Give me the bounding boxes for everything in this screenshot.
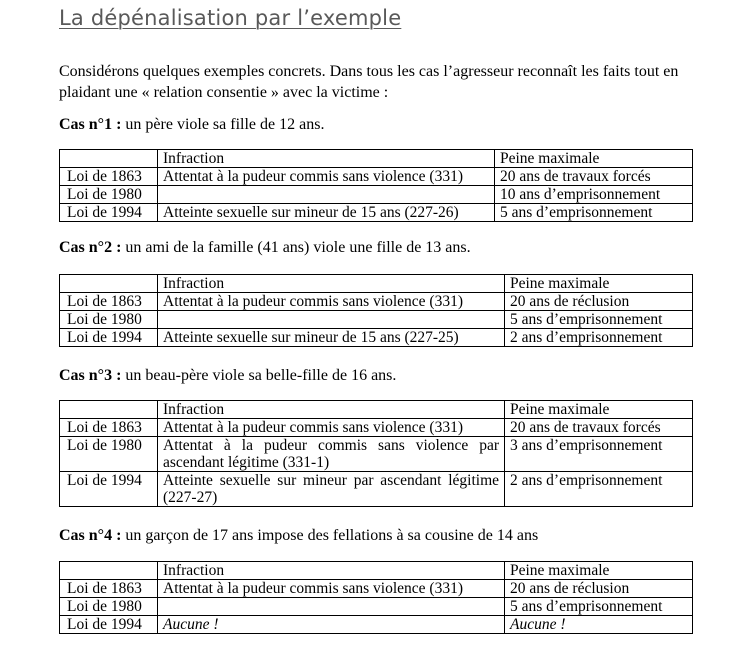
header-law-cell [60,562,158,580]
infraction-cell: Attentat à la pudeur commis sans violence (331) [158,580,505,598]
table-row [60,419,693,437]
table-header-row [60,562,693,580]
peine-cell: 20 ans de travaux forcés [505,419,693,437]
peine-cell: 2 ans d’emprisonnement [505,329,693,347]
law-cell: Loi de 1980 [60,598,158,616]
table-row [60,329,693,347]
case-3-table [59,400,693,507]
law-cell: Loi de 1994 [60,472,158,507]
table-row [60,472,693,507]
law-cell: Loi de 1863 [60,293,158,311]
case-4-description: un garçon de 17 ans impose des fellations à sa cousine de 14 ans [121,527,539,544]
law-cell: Loi de 1994 [60,329,158,347]
case-3-description: un beau-père viole sa belle-fille de 16 ans. [121,367,397,384]
case-4-table [59,561,693,634]
infraction-cell: Attentat à la pudeur commis sans violence (331) [158,419,505,437]
law-cell: Loi de 1980 [60,437,158,472]
peine-cell: 20 ans de réclusion [505,293,693,311]
peine-cell: 5 ans d’emprisonnement [495,204,693,222]
table-row [60,437,693,472]
law-cell: Loi de 1980 [60,311,158,329]
header-law-cell [60,401,158,419]
header-law-cell [60,150,158,168]
table-row [60,204,693,222]
header-peine: Peine maximale [505,401,693,419]
case-3-heading [59,366,396,386]
law-cell: Loi de 1994 [60,204,158,222]
peine-cell: 5 ans d’emprisonnement [505,598,693,616]
infraction-cell [158,186,495,204]
infraction-cell: Attentat à la pudeur commis sans violence (331) [158,168,495,186]
peine-cell: 20 ans de réclusion [505,580,693,598]
table-row [60,186,693,204]
peine-cell: Aucune ! [505,616,693,634]
table-row [60,293,693,311]
case-2-heading [59,238,471,258]
case-1-heading [59,115,324,135]
infraction-cell: Atteinte sexuelle sur mineur de 15 ans (227-25) [158,329,505,347]
table-header-row [60,401,693,419]
peine-cell: 2 ans d’emprisonnement [505,472,693,507]
header-infraction: Infraction [158,275,505,293]
table-header-row [60,275,693,293]
infraction-cell: Attentat à la pudeur commis sans violence (331) [158,293,505,311]
header-peine: Peine maximale [505,275,693,293]
intro-paragraph: Considérons quelques exemples concrets. Dans tous les cas l’agresseur reconnaît les faits tout en plaidant une « relation consentie » avec la victime : [59,63,679,101]
law-cell: Loi de 1863 [60,419,158,437]
law-cell: Loi de 1863 [60,168,158,186]
header-peine: Peine maximale [495,150,693,168]
case-2-label: Cas n°2 : [59,239,122,256]
header-peine: Peine maximale [505,562,693,580]
table-row [60,311,693,329]
infraction-cell: Aucune ! [158,616,505,634]
table-row [60,616,693,634]
page-title: La dépénalisation par l’exemple [59,6,402,30]
peine-cell: 10 ans d’emprisonnement [495,186,693,204]
case-3-label: Cas n°3 : [59,367,122,384]
infraction-cell: Atteinte sexuelle sur mineur par ascendant légitime (227-27) [158,472,505,507]
header-infraction: Infraction [158,562,505,580]
table-row [60,168,693,186]
peine-cell: 20 ans de travaux forcés [495,168,693,186]
infraction-cell [158,311,505,329]
header-infraction: Infraction [158,401,505,419]
peine-cell: 5 ans d’emprisonnement [505,311,693,329]
law-cell: Loi de 1980 [60,186,158,204]
table-row [60,598,693,616]
table-row [60,580,693,598]
infraction-cell: Attentat à la pudeur commis sans violence par ascendant légitime (331-1) [158,437,505,472]
case-1-label: Cas n°1 : [59,116,122,133]
case-1-table [59,149,693,222]
infraction-cell: Atteinte sexuelle sur mineur de 15 ans (227-26) [158,204,495,222]
case-2-description: un ami de la famille (41 ans) viole une fille de 13 ans. [121,239,471,256]
peine-cell: 3 ans d’emprisonnement [505,437,693,472]
case-4-heading [59,526,538,546]
infraction-cell [158,598,505,616]
case-4-label: Cas n°4 : [59,527,122,544]
header-infraction: Infraction [158,150,495,168]
law-cell: Loi de 1994 [60,616,158,634]
header-law-cell [60,275,158,293]
law-cell: Loi de 1863 [60,580,158,598]
table-header-row [60,150,693,168]
case-1-description: un père viole sa fille de 12 ans. [121,116,325,133]
case-2-table [59,274,693,347]
